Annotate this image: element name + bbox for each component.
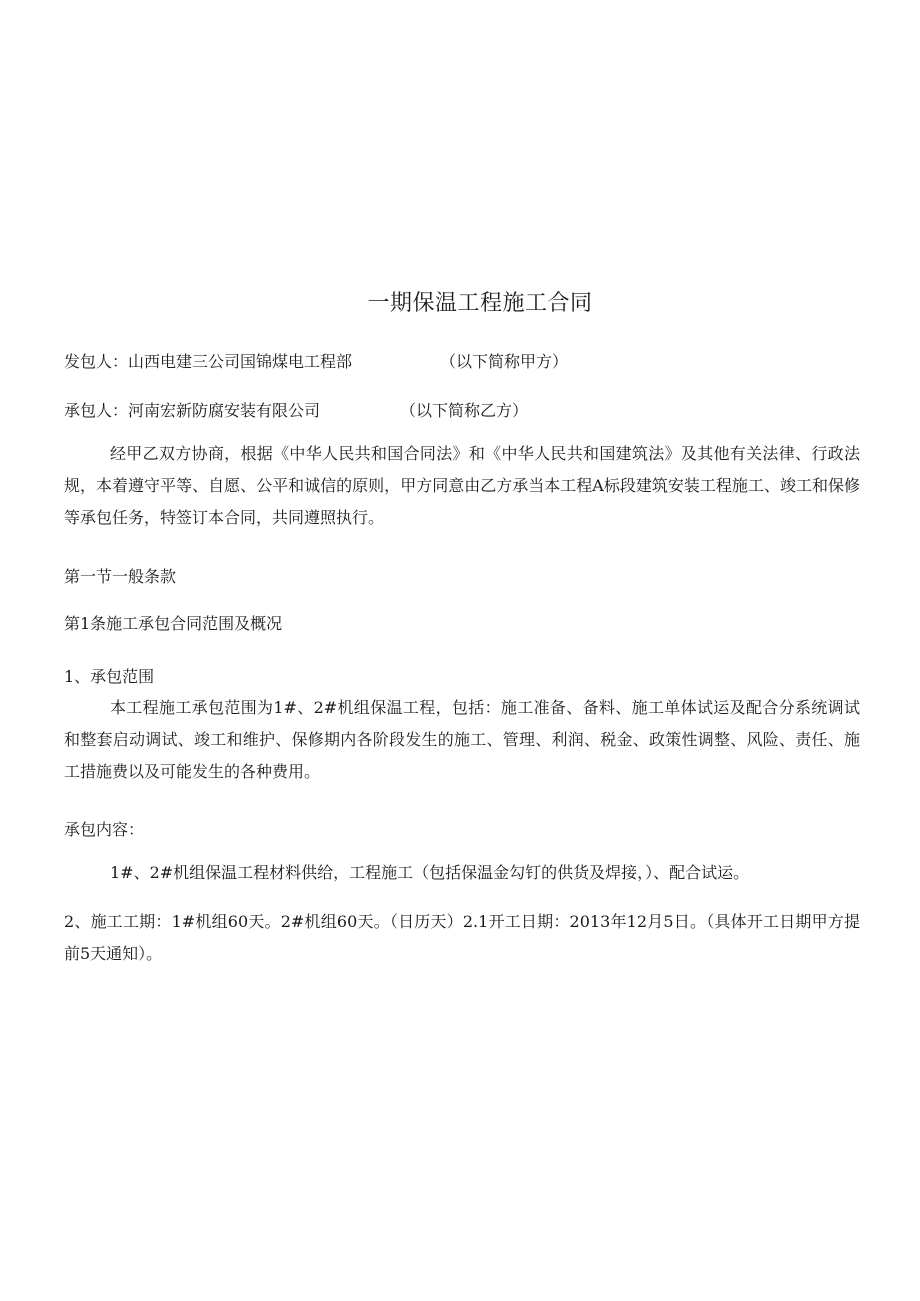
contract-title: 一期保温工程施工合同 bbox=[367, 291, 593, 316]
intro-paragraph: 经甲乙双方协商，根据《中华人民共和国合同法》和《中华人民共和国建筑法》及其他有关法律、行政法规，本着遵守平等、自愿、公平和诚信的原则，甲方同意由乙方承当本工程A标段建筑安装工程施工、竣工和保修等承包任务，特签订本合同，共同遵照执行。 bbox=[64, 444, 860, 527]
item1-heading: 1、承包范围 bbox=[64, 667, 155, 686]
item1-body: 本工程施工承包范围为1#、2#机组保温工程，包括：施工准备、备料、施工单体试运及配合分系统调试和整套启动调试、竣工和维护、保修期内各阶段发生的施工、管理、利润、税金、政策性调整、风险、责任、施工措施费以及可能发生的各种费用。 bbox=[64, 698, 860, 781]
party-a-name: 山西电建三公司国锦煤电工程部 bbox=[128, 352, 353, 371]
party-a-note: （以下简称甲方） bbox=[440, 352, 569, 371]
item2-paragraph: 2、施工工期：1#机组60天。2#机组60天。（日历天）2.1开工日期：2013年12月5日。（具体开工日期甲方提前5天通知）。 bbox=[64, 912, 860, 963]
party-b-note: （以下简称乙方） bbox=[400, 401, 529, 420]
party-a-label: 发包人： bbox=[64, 352, 129, 371]
content-heading: 承包内容： bbox=[64, 820, 145, 839]
section-heading: 第一节一般条款 bbox=[64, 567, 177, 586]
party-b-name: 河南宏新防腐安装有限公司 bbox=[128, 401, 321, 420]
content-body: 1#、2#机组保温工程材料供给，工程施工（包括保温金勾钉的供货及焊接，）、配合试运。 bbox=[110, 863, 750, 882]
article-heading: 第1条施工承包合同范围及概况 bbox=[64, 614, 283, 633]
party-b-label: 承包人： bbox=[64, 401, 129, 420]
party-a-line bbox=[64, 349, 352, 372]
party-b-line bbox=[64, 398, 320, 421]
